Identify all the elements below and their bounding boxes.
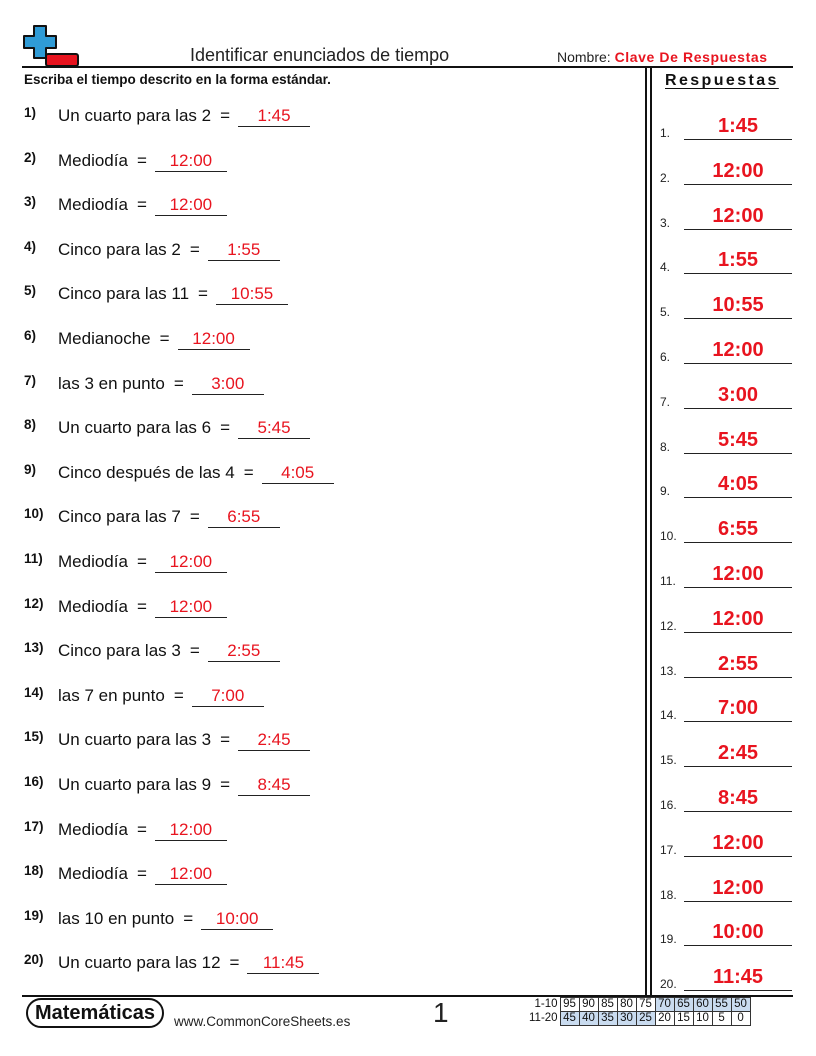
answer-value: 1:55 <box>717 249 759 272</box>
answer-line <box>684 363 792 364</box>
answer-value: 10:00 <box>712 921 764 944</box>
answer-row <box>660 876 792 902</box>
equals-sign: = <box>159 329 170 348</box>
question-text: Mediodía <box>58 596 128 616</box>
answer-number: 4. <box>660 260 671 275</box>
question-number: 12) <box>24 595 44 611</box>
question-number: 6) <box>24 328 37 343</box>
column-divider <box>650 67 652 995</box>
name-value: Clave De Respuestas <box>614 49 768 65</box>
question-text: Mediodía <box>58 150 128 170</box>
question-number: 13) <box>24 640 44 656</box>
question-answer: 3:00 <box>192 374 264 395</box>
answer-value: 12:00 <box>712 831 764 854</box>
answer-number: 9. <box>660 484 671 499</box>
score-cell: 15 <box>674 1012 693 1026</box>
question-row <box>24 147 227 172</box>
question-row <box>24 548 227 573</box>
answer-number: 17. <box>660 842 677 857</box>
question-text: Mediodía <box>58 552 128 571</box>
answer-line <box>684 318 792 319</box>
answer-row <box>660 383 792 409</box>
answer-number: 11. <box>660 574 676 588</box>
question-number: 17) <box>24 818 44 834</box>
answer-line <box>684 542 792 543</box>
equals-sign: = <box>136 195 147 215</box>
page-number: 1 <box>433 997 449 1028</box>
question-text: Cinco para las 3 <box>58 641 181 661</box>
question-text: Un cuarto para las 3 <box>58 730 212 750</box>
score-cell: 30 <box>617 1012 636 1026</box>
header-divider <box>22 66 793 68</box>
answer-line <box>684 721 792 722</box>
answer-row <box>660 831 792 857</box>
question-text: las 10 en punto <box>58 908 175 928</box>
question-text: Mediodía <box>58 195 128 215</box>
worksheet-title: Identificar enunciados de tiempo <box>190 45 450 65</box>
answer-value: 12:00 <box>712 876 764 899</box>
score-row <box>527 1012 750 1026</box>
question-row <box>24 102 310 127</box>
answer-row <box>660 472 792 499</box>
answer-line <box>684 408 792 409</box>
question-answer: 12:00 <box>155 597 227 618</box>
answer-row <box>660 741 792 768</box>
question-answer: 10:00 <box>201 909 273 930</box>
answer-number: 20. <box>660 977 677 992</box>
answer-number: 13. <box>660 663 677 678</box>
answer-value: 12:00 <box>712 563 764 585</box>
answer-number: 10. <box>660 529 677 544</box>
question-text: Un cuarto para las 2 <box>58 106 212 125</box>
question-answer: 12:00 <box>178 329 250 350</box>
answer-line <box>684 811 792 812</box>
answer-value: 2:45 <box>717 742 759 765</box>
question-row <box>24 637 280 662</box>
equals-sign: = <box>243 462 254 482</box>
question-number: 18) <box>24 863 44 879</box>
answer-line <box>684 677 792 678</box>
question-number: 9) <box>24 461 37 477</box>
equals-sign: = <box>189 239 200 259</box>
answer-number: 15. <box>660 753 677 768</box>
question-number: 2) <box>24 149 37 165</box>
answer-value: 5:45 <box>717 428 759 451</box>
question-number: 4) <box>24 238 37 254</box>
answer-number: 5. <box>660 305 671 320</box>
equals-sign: = <box>189 507 200 527</box>
answer-line <box>684 184 792 185</box>
answer-number: 8. <box>660 439 671 454</box>
question-row <box>24 593 227 618</box>
question-row <box>24 280 288 305</box>
answer-value: 12:00 <box>712 204 764 227</box>
question-answer: 7:00 <box>192 686 264 707</box>
instructions: Escriba el tiempo descrito en la forma estándar. <box>24 72 331 87</box>
answer-value: 12:00 <box>712 159 764 182</box>
equals-sign: = <box>189 641 200 661</box>
equals-sign: = <box>183 908 194 928</box>
answer-row <box>660 114 792 140</box>
question-row <box>24 370 264 395</box>
question-number: 1) <box>24 105 37 120</box>
question-answer: 4:05 <box>262 463 334 484</box>
answer-value: 12:00 <box>712 607 764 630</box>
question-text: Mediodía <box>58 819 128 839</box>
answer-value: 1:45 <box>717 115 759 137</box>
answer-value: 12:00 <box>712 339 764 361</box>
question-answer: 5:45 <box>238 418 310 439</box>
answer-value: 8:45 <box>717 787 759 809</box>
question-text: Un cuarto para las 6 <box>58 418 212 438</box>
answer-row <box>660 965 792 992</box>
answer-line <box>684 587 792 588</box>
equals-sign: = <box>136 150 147 170</box>
equals-sign: = <box>220 775 231 794</box>
question-row <box>24 771 310 796</box>
answer-row <box>660 786 792 812</box>
score-cell: 10 <box>693 1012 712 1026</box>
question-answer: 2:45 <box>238 730 310 751</box>
equals-sign: = <box>136 819 147 839</box>
question-text: Un cuarto para las 9 <box>58 775 212 794</box>
answer-line <box>684 901 792 902</box>
question-row <box>24 503 280 528</box>
score-cell: 25 <box>636 1012 655 1026</box>
score-cell: 75 <box>636 998 655 1012</box>
answer-value: 3:00 <box>717 383 759 406</box>
question-answer: 12:00 <box>155 864 227 885</box>
score-cell: 65 <box>674 998 693 1012</box>
equals-sign: = <box>220 418 231 438</box>
answer-row <box>660 248 792 275</box>
equals-sign: = <box>220 730 231 750</box>
score-cell: 90 <box>579 998 598 1012</box>
answer-line <box>684 139 792 140</box>
answer-number: 7. <box>660 394 671 409</box>
answer-number: 16. <box>660 798 677 812</box>
question-row <box>24 459 334 484</box>
score-cell: 85 <box>598 998 617 1012</box>
question-row <box>24 860 227 885</box>
question-text: Cinco para las 11 <box>58 284 190 304</box>
score-cell: 5 <box>712 1012 731 1026</box>
equals-sign: = <box>136 552 147 571</box>
question-answer: 12:00 <box>155 820 227 841</box>
question-row <box>24 236 280 261</box>
answer-number: 19. <box>660 932 677 947</box>
answer-value: 10:55 <box>712 294 764 317</box>
answer-line <box>684 945 792 946</box>
score-cell: 60 <box>693 998 712 1012</box>
score-cell: 20 <box>655 1012 674 1026</box>
question-answer: 12:00 <box>155 552 227 573</box>
score-cell: 0 <box>731 1012 750 1026</box>
question-text: Mediodía <box>58 864 128 884</box>
question-row <box>24 905 273 930</box>
answer-row <box>660 204 792 230</box>
answer-row <box>660 159 792 185</box>
answer-number: 6. <box>660 350 671 364</box>
question-answer: 1:55 <box>208 240 280 261</box>
equals-sign: = <box>173 373 184 393</box>
answer-number: 3. <box>660 215 671 230</box>
question-number: 3) <box>24 194 37 210</box>
answer-value: 4:05 <box>717 473 759 496</box>
answer-number: 2. <box>660 170 671 185</box>
score-cell: 50 <box>731 998 750 1012</box>
subject-badge: Matemáticas <box>26 998 164 1028</box>
question-text: Un cuarto para las 12 <box>58 953 221 973</box>
answer-line <box>684 856 792 857</box>
answer-line <box>684 497 792 498</box>
answer-row <box>660 293 792 320</box>
name-field <box>557 49 768 65</box>
question-answer: 1:45 <box>238 106 310 127</box>
question-number: 16) <box>24 774 44 789</box>
answer-line <box>684 453 792 454</box>
question-number: 15) <box>24 729 44 745</box>
answer-value: 7:00 <box>717 697 759 720</box>
answer-row <box>660 920 792 947</box>
answer-number: 12. <box>660 618 677 633</box>
question-answer: 10:55 <box>216 284 288 305</box>
score-cell: 55 <box>712 998 731 1012</box>
plus-minus-icon <box>22 24 80 68</box>
question-answer: 8:45 <box>238 775 310 796</box>
question-row <box>24 816 227 841</box>
answer-row <box>660 652 792 678</box>
question-text: Medianoche <box>58 329 151 348</box>
answer-row <box>660 517 792 544</box>
score-cell: 80 <box>617 998 636 1012</box>
answer-line <box>684 990 792 991</box>
question-text: Cinco para las 2 <box>58 239 181 259</box>
question-row <box>24 726 310 751</box>
name-label: Nombre: <box>557 49 611 65</box>
answer-number: 1. <box>660 126 671 140</box>
question-number: 7) <box>24 372 37 388</box>
question-text: Cinco para las 7 <box>58 507 181 527</box>
equals-sign: = <box>173 685 184 705</box>
score-cell: 35 <box>598 1012 617 1026</box>
answer-number: 14. <box>660 708 677 723</box>
answer-value: 2:55 <box>717 652 759 675</box>
question-answer: 6:55 <box>208 507 280 528</box>
question-row <box>24 682 264 707</box>
score-range-label: 11-20 <box>529 1012 558 1024</box>
website-link[interactable]: www.CommonCoreSheets.es <box>174 1014 351 1029</box>
answer-row <box>660 428 792 454</box>
answer-line <box>684 273 792 274</box>
question-text: las 7 en punto <box>58 685 165 705</box>
answer-row <box>660 696 792 723</box>
question-text: las 3 en punto <box>58 373 165 393</box>
question-row <box>24 325 250 350</box>
answer-row <box>660 562 792 588</box>
score-table <box>527 997 751 1026</box>
question-number: 5) <box>24 283 37 299</box>
answers-title: Respuestas <box>665 72 779 89</box>
question-answer: 12:00 <box>155 195 227 216</box>
question-number: 8) <box>24 417 37 433</box>
equals-sign: = <box>220 106 231 125</box>
score-cell: 70 <box>655 998 674 1012</box>
score-cell: 95 <box>560 998 579 1012</box>
answer-line <box>684 632 792 633</box>
score-cell: 45 <box>560 1012 579 1026</box>
answer-line <box>684 229 792 230</box>
answer-value: 6:55 <box>717 518 759 541</box>
question-number: 11) <box>24 551 43 566</box>
question-number: 10) <box>24 506 44 522</box>
answer-value: 11:45 <box>712 966 764 989</box>
question-row <box>24 949 319 974</box>
answer-line <box>684 766 792 767</box>
question-number: 20) <box>24 952 44 968</box>
question-row <box>24 414 310 439</box>
score-cell: 40 <box>579 1012 598 1026</box>
question-answer: 2:55 <box>208 641 280 662</box>
question-text: Cinco después de las 4 <box>58 462 235 482</box>
score-range-label: 1-10 <box>534 998 558 1010</box>
equals-sign: = <box>136 596 147 616</box>
equals-sign: = <box>136 864 147 884</box>
answer-number: 18. <box>660 887 677 902</box>
question-answer: 11:45 <box>247 953 319 974</box>
column-divider <box>645 67 647 995</box>
answer-row <box>660 338 792 364</box>
question-number: 14) <box>24 684 44 700</box>
question-number: 19) <box>24 907 44 923</box>
score-row <box>527 998 750 1012</box>
equals-sign: = <box>198 284 208 304</box>
equals-sign: = <box>229 953 240 973</box>
question-answer: 12:00 <box>155 151 227 172</box>
answer-row <box>660 607 792 633</box>
question-row <box>24 191 227 216</box>
